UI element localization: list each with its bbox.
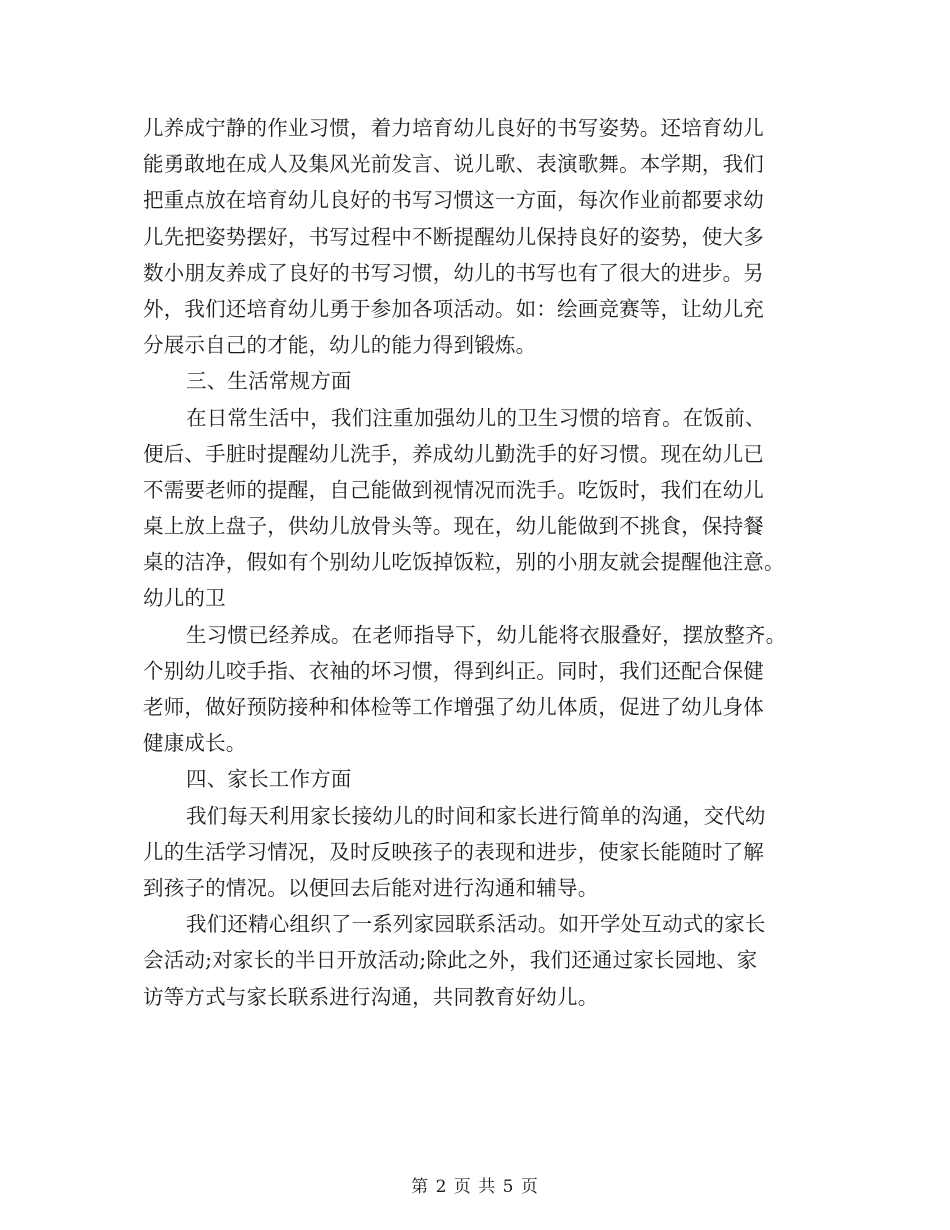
text-line: 外，我们还培育幼儿勇于参加各项活动。如：绘画竞赛等，让幼儿充 [143, 296, 764, 321]
text-line: 在日常生活中，我们注重加强幼儿的卫生习惯的培育。在饭前、 [186, 405, 766, 430]
page-footer: 第 2 页 共 5 页 [411, 1177, 539, 1197]
text-line: 桌上放上盘子，供幼儿放骨头等。现在，幼儿能做到不挑食，保持餐 [143, 514, 764, 539]
text-line: 儿的生活学习情况，及时反映孩子的表现和进步，使家长能随时了解 [143, 839, 764, 864]
text-line: 不需要老师的提醒，自己能做到视情况而洗手。吃饭时，我们在幼儿 [143, 477, 764, 502]
text-line: 把重点放在培育幼儿良好的书写习惯这一方面，每次作业前都要求幼 [143, 188, 764, 213]
text-line: 四、家长工作方面 [186, 767, 352, 792]
text-line: 生习惯已经养成。在老师指导下，幼儿能将衣服叠好，摆放整齐。 [186, 622, 787, 647]
text-line: 数小朋友养成了良好的书写习惯，幼儿的书写也有了很大的进步。另 [143, 260, 764, 285]
text-line: 儿先把姿势摆好，书写过程中不断提醒幼儿保持良好的姿势，使大多 [143, 224, 764, 249]
text-line: 便后、手脏时提醒幼儿洗手，养成幼儿勤洗手的好习惯。现在幼儿已 [143, 441, 764, 466]
text-line: 访等方式与家长联系进行沟通，共同教育好幼儿。 [143, 984, 599, 1009]
text-line: 三、生活常规方面 [186, 369, 352, 394]
text-line: 分展示自己的才能，幼儿的能力得到锻炼。 [143, 333, 537, 358]
text-line: 个别幼儿咬手指、衣袖的坏习惯，得到纠正。同时，我们还配合保健 [143, 658, 764, 683]
text-line: 老师，做好预防接种和体检等工作增强了幼儿体质，促进了幼儿身体 [143, 695, 764, 719]
text-line: 我们还精心组织了一系列家园联系活动。如开学处互动式的家长 [186, 912, 766, 937]
text-line: 桌的洁净，假如有个别幼儿吃饭掉饭粒，别的小朋友就会提醒他注意。 [143, 550, 785, 575]
text-line: 健康成长。 [143, 731, 247, 756]
document-body [143, 110, 813, 1015]
text-line: 能勇敢地在成人及集风光前发言、说儿歌、表演歌舞。本学期，我们 [143, 152, 764, 177]
text-line: 到孩子的情况。以便回去后能对进行沟通和辅导。 [143, 875, 599, 900]
text-line: 幼儿的卫 [143, 586, 226, 611]
text-line: 我们每天利用家长接幼儿的时间和家长进行简单的沟通，交代幼 [186, 803, 766, 828]
text-line: 儿养成宁静的作业习惯，着力培育幼儿良好的书写姿势。还培育幼儿 [143, 116, 764, 140]
text-line: 会活动;对家长的半日开放活动;除此之外，我们还通过家长园地、家 [143, 948, 758, 973]
